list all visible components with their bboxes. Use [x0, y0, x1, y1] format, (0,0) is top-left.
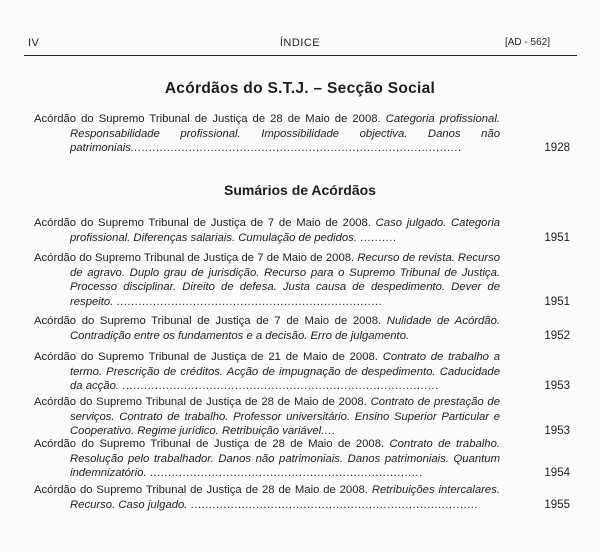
entry-page-number: 1955 — [544, 498, 570, 511]
entry-page-number: 1954 — [544, 467, 570, 480]
index-entry: Acórdão do Supremo Tribunal de Justiça de 21 de Maio de 2008. Contrato de trabalho a termo. Prescrição de créditos. Acção de impugnação de despedimento. Caducidade da acção. ....................................................................................... 1953 — [34, 351, 570, 393]
entry-page-number: 1953 — [544, 425, 570, 438]
entry-page-number: 1951 — [544, 295, 570, 308]
entry-page-number: 1951 — [544, 231, 570, 244]
index-entry: Acórdão do Supremo Tribunal de Justiça de 28 de Maio de 2008. Categoria profissional. Responsabilidade profissional. Impossibilidade objectiva. Danos não patrimoniais........................................................................................... 1928 — [34, 113, 570, 155]
section-title-sumarios: Sumários de Acórdãos — [224, 182, 376, 198]
entry-page-number: 1928 — [544, 142, 570, 155]
index-entry: Acórdão do Supremo Tribunal de Justiça de 28 de Maio de 2008. Retribuições intercalares. Recurso. Caso julgado. ............................................................................... 1955 — [34, 484, 570, 511]
section-title-stj: Acórdãos do S.T.J. – Secção Social — [164, 80, 436, 97]
index-entry: Acórdão do Supremo Tribunal de Justiça de 7 de Maio de 2008. Recurso de revista. Recurso de agravo. Duplo grau de jurisdição. Recurso para o Supremo Tribunal de Justiça. Processo disciplinar. Direito de defesa. Justa causa de despedimento. Dever de respeito. ......................................................................... 1951 — [34, 252, 570, 308]
index-entry: Acórdão do Supremo Tribunal de Justiça de 7 de Maio de 2008. Nulidade de Acórdão. Contradição entre os fundamentos e a decisão. Erro de julgamento. 1952 — [34, 315, 570, 342]
index-entry: Acórdão do Supremo Tribunal de Justiça de 28 de Maio de 2008. Contrato de trabalho. Resolução pelo trabalhador. Danos não patrimoniais. Danos patrimoniais. Quantum indemnizatório. ........................................................................... 1954 — [34, 438, 570, 480]
header-rule — [24, 55, 577, 56]
index-entry: Acórdão do Supremo Tribunal de Justiça de 28 de Maio de 2008. Contrato de prestação de serviços. Contrato de trabalho. Professor universitário. Ensino Superior Particular e Cooperativo. Regime jurídico. Retribuição variável.... 1953 — [34, 396, 570, 438]
index-entry: Acórdão do Supremo Tribunal de Justiça de 7 de Maio de 2008. Caso julgado. Categoria profissional. Diferenças salariais. Cumulação de pedidos. .......... 1951 — [34, 217, 570, 244]
entry-page-number: 1953 — [544, 380, 570, 393]
header-title: ÍNDICE — [279, 37, 321, 49]
entry-page-number: 1952 — [544, 329, 570, 342]
document-reference: [AD - 562] — [504, 37, 550, 48]
page-header — [0, 37, 600, 55]
page-number: IV — [28, 37, 40, 49]
